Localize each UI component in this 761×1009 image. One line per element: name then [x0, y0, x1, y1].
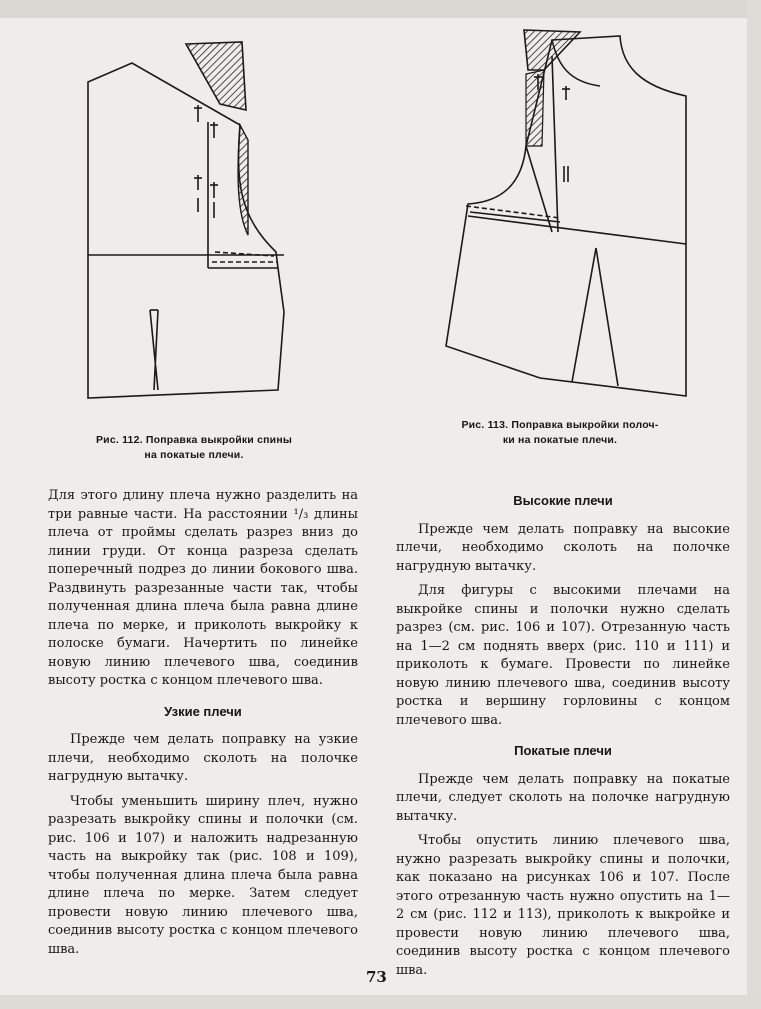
right-paragraph-2: Для фигуры с высокими плечами на выкройке спины и полочки нужно сделать разрез (см. рис. 106 и 107). Отрезанную часть на 1—2 см поднять вверх (рис. 110 и 111) и приколоть к бумаге. Провести по линейке новую линию плечевого шва, соединив высоту ростка и вершину горловины с концом плечевого шва. [396, 583, 730, 728]
heading-high-shoulders: Высокие плечи [513, 493, 613, 508]
left-text-column [48, 487, 358, 965]
figure-112-caption-line2: на покатые плечи. [144, 449, 244, 461]
left-paragraph-1: Для этого длину плеча нужно разделить на три равные части. На расстоянии ¹/₃ длины плеча от проймы сделать разрез вниз до линии груди. От конца разреза сделать поперечный подрез до линии бокового шва. Раздвинуть разрезанные части так, чтобы полученная длина плеча была равна длине плеча по мерке, и приколоть выкройку к полоске бумаги. Начертить по линейке новую линию плечевого шва, соединив высоту ростка с концом плечевого шва. [48, 488, 358, 688]
figure-112-caption-line1: Рис. 112. Поправка выкройки спины [95, 434, 293, 446]
left-paragraph-2: Прежде чем делать поправку на узкие плечи, необходимо сколоть на полочке нагрудную вытачку. [48, 732, 358, 784]
page-edge-bottom [0, 995, 761, 1009]
figure-112-caption [60, 433, 328, 463]
heading-sloping-shoulders: Покатые плечи [514, 743, 612, 758]
page-edge-top [0, 0, 761, 18]
right-paragraph-4: Чтобы опустить линию плечевого шва, нужно разрезать выкройку спины и полочки, как показано на рисунках 106 и 107. После этого отрезанную часть нужно опустить на 1—2 см (рис. 112 и 113), приколоть к выкройке и провести новую линию плечевого шва, соединив высоту ростка с концом плечевого шва. [396, 833, 730, 978]
figure-113-caption [430, 418, 690, 448]
heading-narrow-shoulders: Узкие плечи [164, 703, 242, 719]
figure-113-front-pattern [440, 26, 700, 406]
right-paragraph-3: Прежде чем делать поправку на покатые плечи, следует сколоть на полочке нагрудную вытачку. [396, 771, 730, 824]
figure-112-back-pattern [70, 30, 300, 415]
figure-113-caption-line1: Рис. 113. Поправка выкройки полоч- [461, 419, 659, 431]
right-paragraph-1: Прежде чем делать поправку на высокие плечи, необходимо сколоть на полочке нагрудную вытачку. [396, 521, 730, 574]
right-text-column [396, 480, 730, 986]
page-edge-right [747, 0, 761, 1009]
left-paragraph-3: Чтобы уменьшить ширину плеч, нужно разрезать выкройку спины и полочки (см. рис. 106 и 107) и наложить надрезанную часть на выкройку так (рис. 108 и 109), чтобы полученная длина плеча была равна длине плеча по мерке. Затем следует провести новую линию плечевого шва, соединив высоту ростка с концом плечевого шва. [48, 793, 358, 957]
page-number: 73 [366, 968, 387, 986]
figure-113-caption-line2: ки на покатые плечи. [502, 434, 618, 446]
